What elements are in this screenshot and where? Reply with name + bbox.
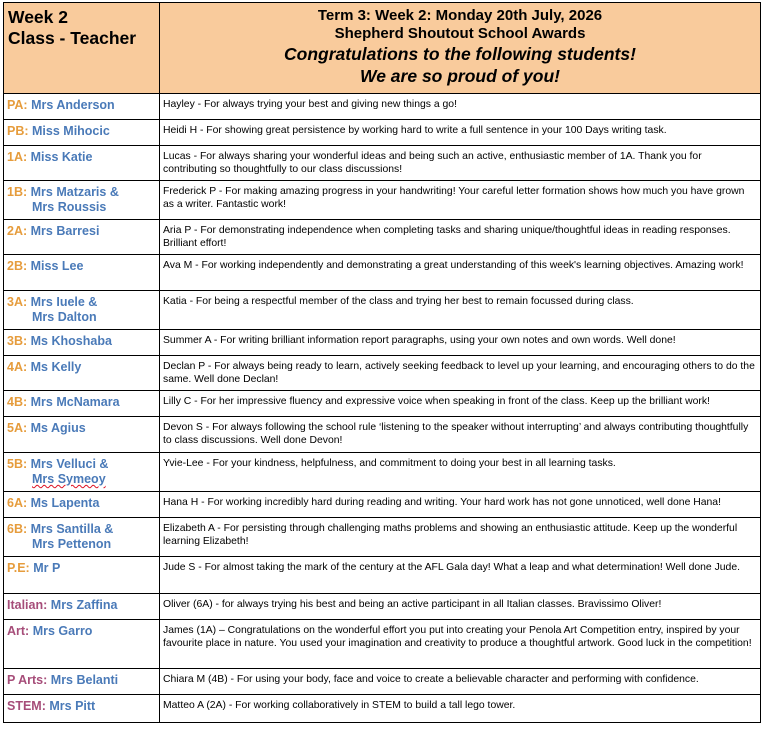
class-code: 2B: — [7, 259, 28, 273]
teacher-name: Mrs Zaffina — [50, 598, 118, 612]
teacher-name: Ms Kelly — [30, 360, 82, 374]
teacher-name: Mrs Santilla & — [30, 522, 114, 536]
class-teacher-line — [7, 98, 156, 113]
class-teacher-cell — [4, 330, 160, 356]
teacher-name: Mrs Velluci & — [30, 457, 109, 471]
class-teacher-cell — [4, 356, 160, 391]
class-teacher-cell — [4, 391, 160, 417]
award-message: Matteo A (2A) - For working collaboratively in STEM to build a tall lego tower. — [160, 695, 761, 723]
award-message: Aria P - For demonstrating independence when completing tasks and sharing unique/thoughtful ideas in reading responses. Brilliant effort! — [160, 220, 761, 255]
teacher-name: Mrs Belanti — [50, 673, 119, 687]
class-teacher-line — [7, 699, 156, 714]
teacher-name: Miss Mihocic — [32, 124, 110, 138]
teacher-name: Mrs Iuele & — [30, 295, 98, 309]
class-teacher-cell — [4, 453, 160, 492]
teacher-name: Mrs Matzaris & — [30, 185, 119, 199]
award-row — [4, 146, 761, 181]
award-row — [4, 594, 761, 620]
class-teacher-cell — [4, 146, 160, 181]
award-row — [4, 620, 761, 669]
class-teacher-cell — [4, 594, 160, 620]
award-message: Ava M - For working independently and demonstrating a great understanding of this week's learning objectives. Amazing work! — [160, 255, 761, 291]
class-teacher-line — [7, 150, 156, 165]
awards-title: Shepherd Shoutout School Awards — [334, 25, 586, 42]
award-row — [4, 518, 761, 557]
teacher-name: Ms Khoshaba — [30, 334, 112, 348]
teacher-name: Mrs McNamara — [30, 395, 120, 409]
award-row — [4, 453, 761, 492]
teacher-name: Ms Agius — [30, 421, 86, 435]
class-teacher-line — [7, 673, 156, 688]
award-message: Lucas - For always sharing your wonderful ideas and being such an active, enthusiastic member of 1A. Thank you for contributing so thoughtfully to our class discussions! — [160, 146, 761, 181]
class-teacher-line — [7, 124, 156, 139]
teacher-name: Mrs Anderson — [31, 98, 115, 112]
class-teacher-line — [7, 185, 156, 200]
class-code: 6B: — [7, 522, 28, 536]
class-teacher-line — [7, 522, 156, 537]
class-code: 5B: — [7, 457, 28, 471]
awards-table — [3, 2, 761, 723]
class-teacher-cell — [4, 181, 160, 220]
class-code: PB: — [7, 124, 29, 138]
class-teacher-cell — [4, 518, 160, 557]
class-teacher-cell — [4, 669, 160, 695]
class-teacher-cell — [4, 557, 160, 594]
teacher-name: Mrs Garro — [32, 624, 93, 638]
teacher-name: Mrs Pitt — [49, 699, 96, 713]
congratulations-line: Congratulations to the following students! — [284, 44, 636, 64]
class-teacher-line — [7, 496, 156, 511]
class-teacher-line — [7, 334, 156, 349]
award-message: Hana H - For working incredibly hard during reading and writing. Your hard work has not gone unnoticed, well done Hana! — [160, 492, 761, 518]
teacher-name: Ms Lapenta — [30, 496, 100, 510]
award-row — [4, 220, 761, 255]
class-teacher-cell — [4, 291, 160, 330]
award-message: Lilly C - For her impressive fluency and expressive voice when speaking in front of the class. Keep up the brilliant work! — [160, 391, 761, 417]
class-code: PA: — [7, 98, 28, 112]
class-teacher-cell — [4, 695, 160, 723]
class-teacher-cell — [4, 255, 160, 291]
class-teacher-cell — [4, 620, 160, 669]
teacher-name: Miss Lee — [30, 259, 84, 273]
award-row — [4, 291, 761, 330]
teacher-second-line — [7, 200, 156, 215]
award-row — [4, 255, 761, 291]
award-message: James (1A) – Congratulations on the wonderful effort you put into creating your Penola Art Competition entry, inspired by your favourite place in nature. You used your imagination and creativity to produce a thoughtful artwork. Good luck in the competition! — [160, 620, 761, 669]
teacher-name: Mrs Dalton — [32, 310, 97, 324]
proud-line: We are so proud of you! — [360, 66, 560, 86]
header-title-cell — [160, 3, 761, 94]
class-code: 6A: — [7, 496, 28, 510]
teacher-name: Miss Katie — [30, 150, 93, 164]
class-teacher-line — [7, 421, 156, 436]
award-row — [4, 356, 761, 391]
award-message: Declan P - For always being ready to learn, actively seeking feedback to level up your learning, and encouraging others to do the same. Well done Declan! — [160, 356, 761, 391]
teacher-name: Mr P — [33, 561, 61, 575]
class-code: STEM: — [7, 699, 46, 713]
class-teacher-cell — [4, 492, 160, 518]
award-message: Frederick P - For making amazing progress in your handwriting! Your careful letter formation shows how much you have grown as a writer. Fantastic work! — [160, 181, 761, 220]
class-teacher-cell — [4, 220, 160, 255]
class-code: 2A: — [7, 224, 28, 238]
class-teacher-cell — [4, 120, 160, 146]
class-teacher-line — [7, 360, 156, 375]
class-teacher-cell — [4, 94, 160, 120]
teacher-second-line — [7, 472, 156, 487]
class-teacher-cell — [4, 417, 160, 453]
teacher-name: Mrs Barresi — [30, 224, 100, 238]
award-row — [4, 492, 761, 518]
award-message: Devon S - For always following the school rule ‘listening to the speaker without interrupting’ and always contributing thoughtfully to class discussions. Well done Devon! — [160, 417, 761, 453]
award-row — [4, 330, 761, 356]
award-message: Heidi H - For showing great persistence by working hard to write a full sentence in your 100 Days writing task. — [160, 120, 761, 146]
class-code: 3A: — [7, 295, 28, 309]
class-teacher-line — [7, 295, 156, 310]
class-teacher-line — [7, 561, 156, 576]
header-left-cell — [4, 3, 160, 94]
class-teacher-line — [7, 259, 156, 274]
award-row — [4, 695, 761, 723]
class-code: P Arts: — [7, 673, 48, 687]
class-teacher-line — [7, 395, 156, 410]
class-code: 4B: — [7, 395, 28, 409]
class-teacher-line — [7, 624, 156, 639]
award-row — [4, 120, 761, 146]
week-label: Week 2 — [8, 7, 68, 27]
award-row — [4, 94, 761, 120]
class-code: P.E: — [7, 561, 30, 575]
award-message: Chiara M (4B) - For using your body, face and voice to create a believable character and performing with confidence. — [160, 669, 761, 695]
award-message: Summer A - For writing brilliant information report paragraphs, using your own notes and own words. Well done! — [160, 330, 761, 356]
award-message: Katia - For being a respectful member of the class and trying her best to remain focussed during class. — [160, 291, 761, 330]
term-date-title: Term 3: Week 2: Monday 20th July, 2026 — [317, 7, 603, 24]
award-message: Jude S - For almost taking the mark of the century at the AFL Gala day! What a leap and what determination! Well done Jude. — [160, 557, 761, 594]
class-code: 5A: — [7, 421, 28, 435]
class-teacher-line — [7, 598, 156, 613]
award-row — [4, 181, 761, 220]
teacher-second-line — [7, 537, 156, 552]
class-code: Italian: — [7, 598, 48, 612]
award-row — [4, 417, 761, 453]
class-teacher-line — [7, 457, 156, 472]
class-code: Art: — [7, 624, 30, 638]
awards-body — [4, 3, 761, 723]
class-code: 3B: — [7, 334, 28, 348]
award-message: Elizabeth A - For persisting through challenging maths problems and showing an enthusiastic attitude. Keep up the wonderful learning Elizabeth! — [160, 518, 761, 557]
award-row — [4, 669, 761, 695]
award-row — [4, 557, 761, 594]
teacher-name: Mrs Roussis — [32, 200, 107, 214]
award-message: Hayley - For always trying your best and giving new things a go! — [160, 94, 761, 120]
teacher-second-line — [7, 310, 156, 325]
teacher-name: Mrs Pettenon — [32, 537, 112, 551]
teacher-name: Mrs Symeoy — [32, 472, 106, 486]
award-row — [4, 391, 761, 417]
class-code: 1A: — [7, 150, 28, 164]
column-heading-class-teacher: Class - Teacher — [8, 28, 137, 48]
class-code: 4A: — [7, 360, 28, 374]
header-row — [4, 3, 761, 94]
class-code: 1B: — [7, 185, 28, 199]
award-message: Oliver (6A) - for always trying his best and being an active participant in all Italian classes. Bravissimo Oliver! — [160, 594, 761, 620]
award-message: Yvie-Lee - For your kindness, helpfulness, and commitment to doing your best in all learning tasks. — [160, 453, 761, 492]
class-teacher-line — [7, 224, 156, 239]
